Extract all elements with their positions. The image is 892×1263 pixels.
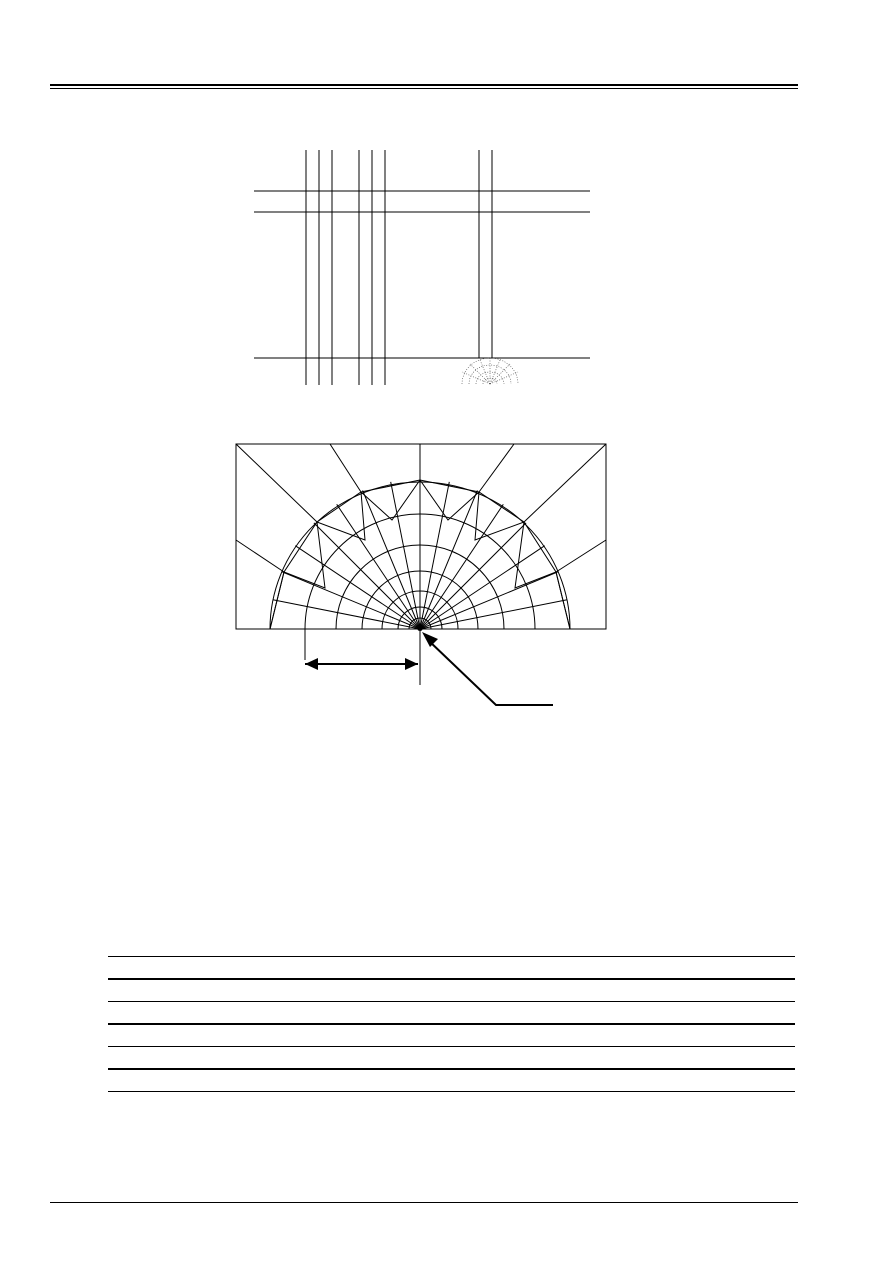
mesh-radial-line bbox=[314, 523, 420, 629]
table-rule bbox=[108, 1046, 795, 1047]
mesh-radial-line bbox=[420, 572, 559, 629]
mesh-radial-line bbox=[281, 572, 420, 629]
mesh-outer-line bbox=[479, 444, 514, 492]
mesh-radial-line bbox=[363, 490, 420, 629]
pointer-arrowhead bbox=[422, 632, 438, 647]
dimension-arrowhead-left bbox=[305, 658, 318, 670]
mesh-outer-line bbox=[236, 540, 284, 572]
table-rule bbox=[108, 1023, 795, 1025]
table-rule bbox=[108, 1091, 795, 1092]
mesh-outer-line bbox=[524, 444, 606, 522]
dimension-arrowhead-right bbox=[405, 658, 418, 670]
mesh-outer-line bbox=[330, 444, 361, 492]
table-rule bbox=[108, 1001, 795, 1002]
pointer-arrow-line bbox=[428, 640, 553, 705]
table-rule bbox=[108, 978, 795, 980]
table-rule bbox=[108, 1068, 795, 1070]
table-rule bbox=[108, 956, 795, 957]
footer-rule bbox=[50, 1202, 798, 1203]
mesh-outer-line bbox=[556, 540, 606, 572]
mesh-radial-line bbox=[420, 523, 526, 629]
crack-tip-node bbox=[417, 625, 423, 631]
mesh-radial-line bbox=[420, 490, 477, 629]
mesh-boundary bbox=[236, 444, 606, 629]
mesh-outer-line bbox=[236, 444, 317, 522]
